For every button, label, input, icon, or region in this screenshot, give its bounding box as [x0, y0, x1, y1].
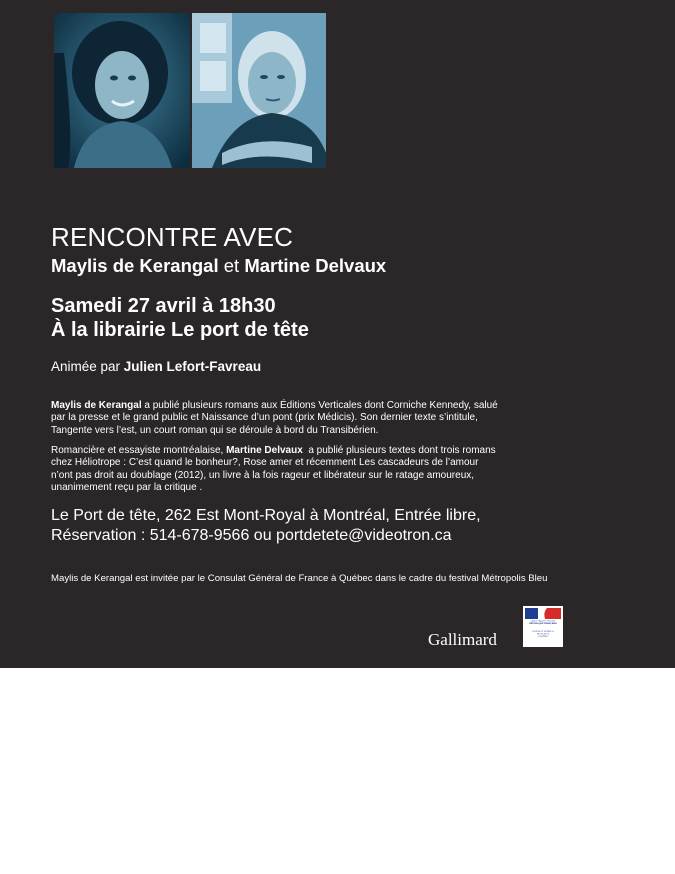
bio-line: unanimement reçu par la critique .: [51, 481, 203, 493]
author-photo-delvaux: [192, 13, 326, 168]
bio-line: [51, 445, 511, 457]
author-name: Maylis de Kerangal: [51, 255, 219, 276]
bio-text: a publié plusieurs textes dont trois romans: [302, 445, 496, 456]
logo-republic: RÉPUBLIQUE FRANÇAISE: [529, 623, 557, 626]
publisher-logo: Gallimard: [428, 630, 497, 649]
author-photo-kerangal: [54, 13, 190, 168]
bio-text: a publié plusieurs romans aux Éditions Verticales dont Corniche Kennedy, salué: [141, 400, 498, 411]
logo-motto: Liberté • Égalité • Fraternité: [530, 620, 556, 623]
authors-line: [51, 255, 386, 277]
bio-line: n’ont pas droit au doublage (2012), un livre à la fois rageur et libérateur sur le ratage amoureux,: [51, 469, 475, 481]
host-prefix: Animée par: [51, 359, 124, 374]
venue-address: Le Port de tête, 262 Est Mont-Royal à Montréal, Entrée libre,: [51, 507, 481, 524]
bio-line: [51, 400, 511, 412]
reservation-info: Réservation : 514-678-9566 ou portdetete@videotron.ca: [51, 527, 452, 544]
consulate-logo: [523, 606, 563, 647]
bio-text: Romancière et essayiste montréalaise,: [51, 445, 227, 456]
bio-line: Tangente vers l’est, un court roman qui se déroule à bord du Transibérien.: [51, 424, 379, 436]
bio-delvaux: [51, 445, 511, 494]
bio-name: Martine Delvaux: [226, 445, 303, 456]
bio-kerangal: [51, 400, 511, 437]
bio-line: par la presse et le grand public et Naissance d’un pont (prix Médicis). Son dernier texte s’intitule,: [51, 412, 478, 424]
event-date: Samedi 27 avril à 18h30: [51, 295, 276, 317]
bio-line: chez Héliotrope : C’est quand le bonheur?, Rose amer et récemment Les cascadeurs de l’amour: [51, 457, 479, 469]
sponsor-note: Maylis de Kerangal est invitée par le Consulat Général de France à Québec dans le cadre du festival Métropolis Bleu: [51, 573, 548, 584]
headline: RENCONTRE AVEC: [51, 222, 294, 252]
logo-text: À QUÉBEC: [537, 636, 549, 639]
event-venue: À la librairie Le port de tête: [51, 319, 309, 341]
logo-text: CONSULAT GÉNÉRAL: [531, 631, 555, 633]
logo-text: DE FRANCE: [536, 633, 550, 636]
conjunction: et: [218, 255, 245, 276]
bio-name: Maylis de Kerangal: [51, 400, 142, 411]
author-name: Martine Delvaux: [244, 255, 387, 276]
host-line: [51, 359, 261, 374]
host-name: Julien Lefort-Favreau: [123, 359, 262, 374]
